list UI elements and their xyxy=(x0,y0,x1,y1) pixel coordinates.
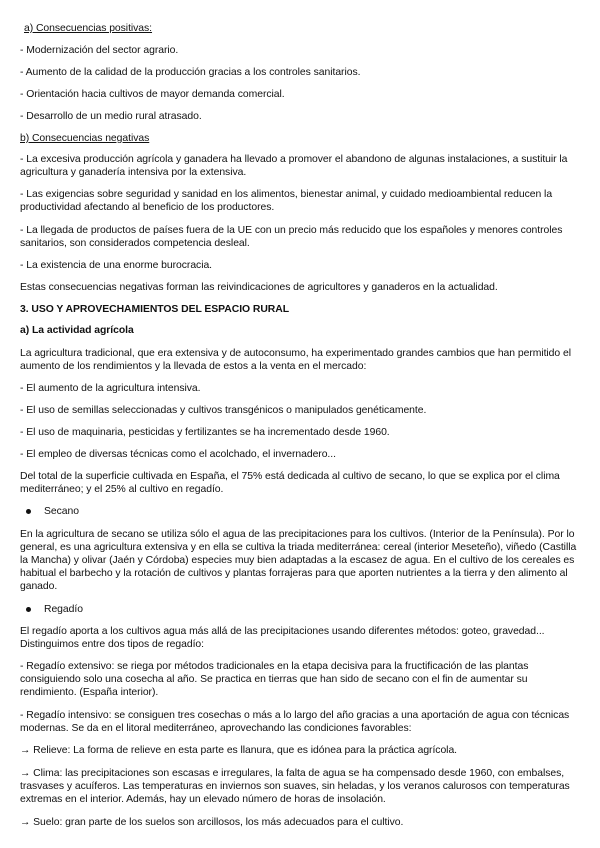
paragraph: - Regadío extensivo: se riega por métodos tradicionales en la etapa decisiva para la fructificación de las plantas consiguiendo solo una cosecha al año. Se practica en tierras que han sido de secano con el fin de aumentar su rendimiento. (España interior). xyxy=(20,661,529,698)
list-item: - La excesiva producción agrícola y ganadera ha llevado a promover el abandono de algunas instalaciones, a sustituir la agricultura y ganadería intensiva por la extensiva. xyxy=(20,154,568,178)
list-item: - El uso de semillas seleccionadas y cultivos transgénicos o manipulados genéticamente. xyxy=(20,405,427,416)
bullet-item-secano xyxy=(26,505,582,518)
list-item: - Aumento de la calidad de la producción gracias a los controles sanitarios. xyxy=(20,67,361,78)
list-item: - El uso de maquinaria, pesticidas y fertilizantes se ha incrementado desde 1960. xyxy=(20,427,390,438)
paragraph: Estas consecuencias negativas forman las reivindicaciones de agricultores y ganaderos en la actualidad. xyxy=(20,282,498,293)
bullet-icon xyxy=(26,607,31,612)
paragraph: - Regadío intensivo: se consiguen tres cosechas o más a lo largo del año gracias a una aportación de agua con técnicas modernas. Se da en el litoral mediterráneo, aprovechando las condiciones favorables: xyxy=(20,710,570,734)
bullet-item-regadio xyxy=(26,603,582,616)
list-item: - El empleo de diversas técnicas como el acolchado, el invernadero... xyxy=(20,449,336,460)
section-title: 3. USO Y APROVECHAMIENTOS DEL ESPACIO RURAL xyxy=(20,304,290,315)
subsection-title: a) La actividad agrícola xyxy=(20,325,134,336)
paragraph: El regadío aporta a los cultivos agua más allá de las precipitaciones usando diferentes métodos: goteo, gravedad... Distinguimos entre dos tipos de regadío: xyxy=(20,626,545,650)
arrow-item: → Suelo: gran parte de los suelos son arcillosos, los más adecuados para el cultivo. xyxy=(20,817,404,828)
heading-consecuencias-positivas: a) Consecuencias positivas: xyxy=(24,23,153,34)
arrow-item: → Relieve: La forma de relieve en esta parte es llanura, que es idónea para la práctica agrícola. xyxy=(20,745,458,756)
list-item: - Las exigencias sobre seguridad y sanidad en los alimentos, bienestar animal, y cuidado medioambiental reducen la productividad afectando al beneficio de los productores. xyxy=(20,189,553,213)
paragraph: En la agricultura de secano se utiliza sólo el agua de las precipitaciones para los cultivos. (Interior de la Península). Por lo general, es una agricultura extensiva y en ella se cultiva la triada mediterránea: cereal (interior Meseteño), viñedo (Castilla la Mancha) y olivar (Jaén y Córdoba) especies muy bien adaptadas a la escasez de agua. En el cultivo de los cereales es habitual el barbecho y la rotación de cultivos y plantas forrajeras para que aporten nutrientes a la tierra y den alimento al ganado. xyxy=(20,529,577,592)
list-item: - La llegada de productos de países fuera de la UE con un precio más reducido que los españoles y menores controles sanitarios, son considerados competencia desleal. xyxy=(20,225,563,249)
bullet-label: Secano xyxy=(44,506,79,517)
bullet-icon xyxy=(26,509,31,514)
paragraph: La agricultura tradicional, que era extensiva y de autoconsumo, ha experimentado grandes cambios que han permitido el aumento de los rendimientos y la llevada de estos a la venta en el mercado: xyxy=(20,348,571,372)
list-item: - El aumento de la agricultura intensiva. xyxy=(20,383,201,394)
paragraph: Del total de la superficie cultivada en España, el 75% está dedicada al cultivo de secano, lo que se explica por el clima mediterráneo; y el 25% al cultivo en regadío. xyxy=(20,471,560,495)
list-item: - La existencia de una enorme burocracia. xyxy=(20,260,213,271)
list-item: - Orientación hacia cultivos de mayor demanda comercial. xyxy=(20,89,285,100)
arrow-item: → Clima: las precipitaciones son escasas e irregulares, la falta de agua se ha compensado desde 1960, con embalses, trasvases y acuíferos. Las temperaturas en inviernos son suaves, sin heladas, y los veranos calurosos con temperaturas extremas en el interior. Además, hay un elevado número de horas de insolación. xyxy=(20,768,570,805)
list-item: - Desarrollo de un medio rural atrasado. xyxy=(20,111,202,122)
bullet-label: Regadío xyxy=(44,604,83,615)
list-item: - Modernización del sector agrario. xyxy=(20,45,179,56)
heading-consecuencias-negativas: b) Consecuencias negativas xyxy=(20,133,150,144)
